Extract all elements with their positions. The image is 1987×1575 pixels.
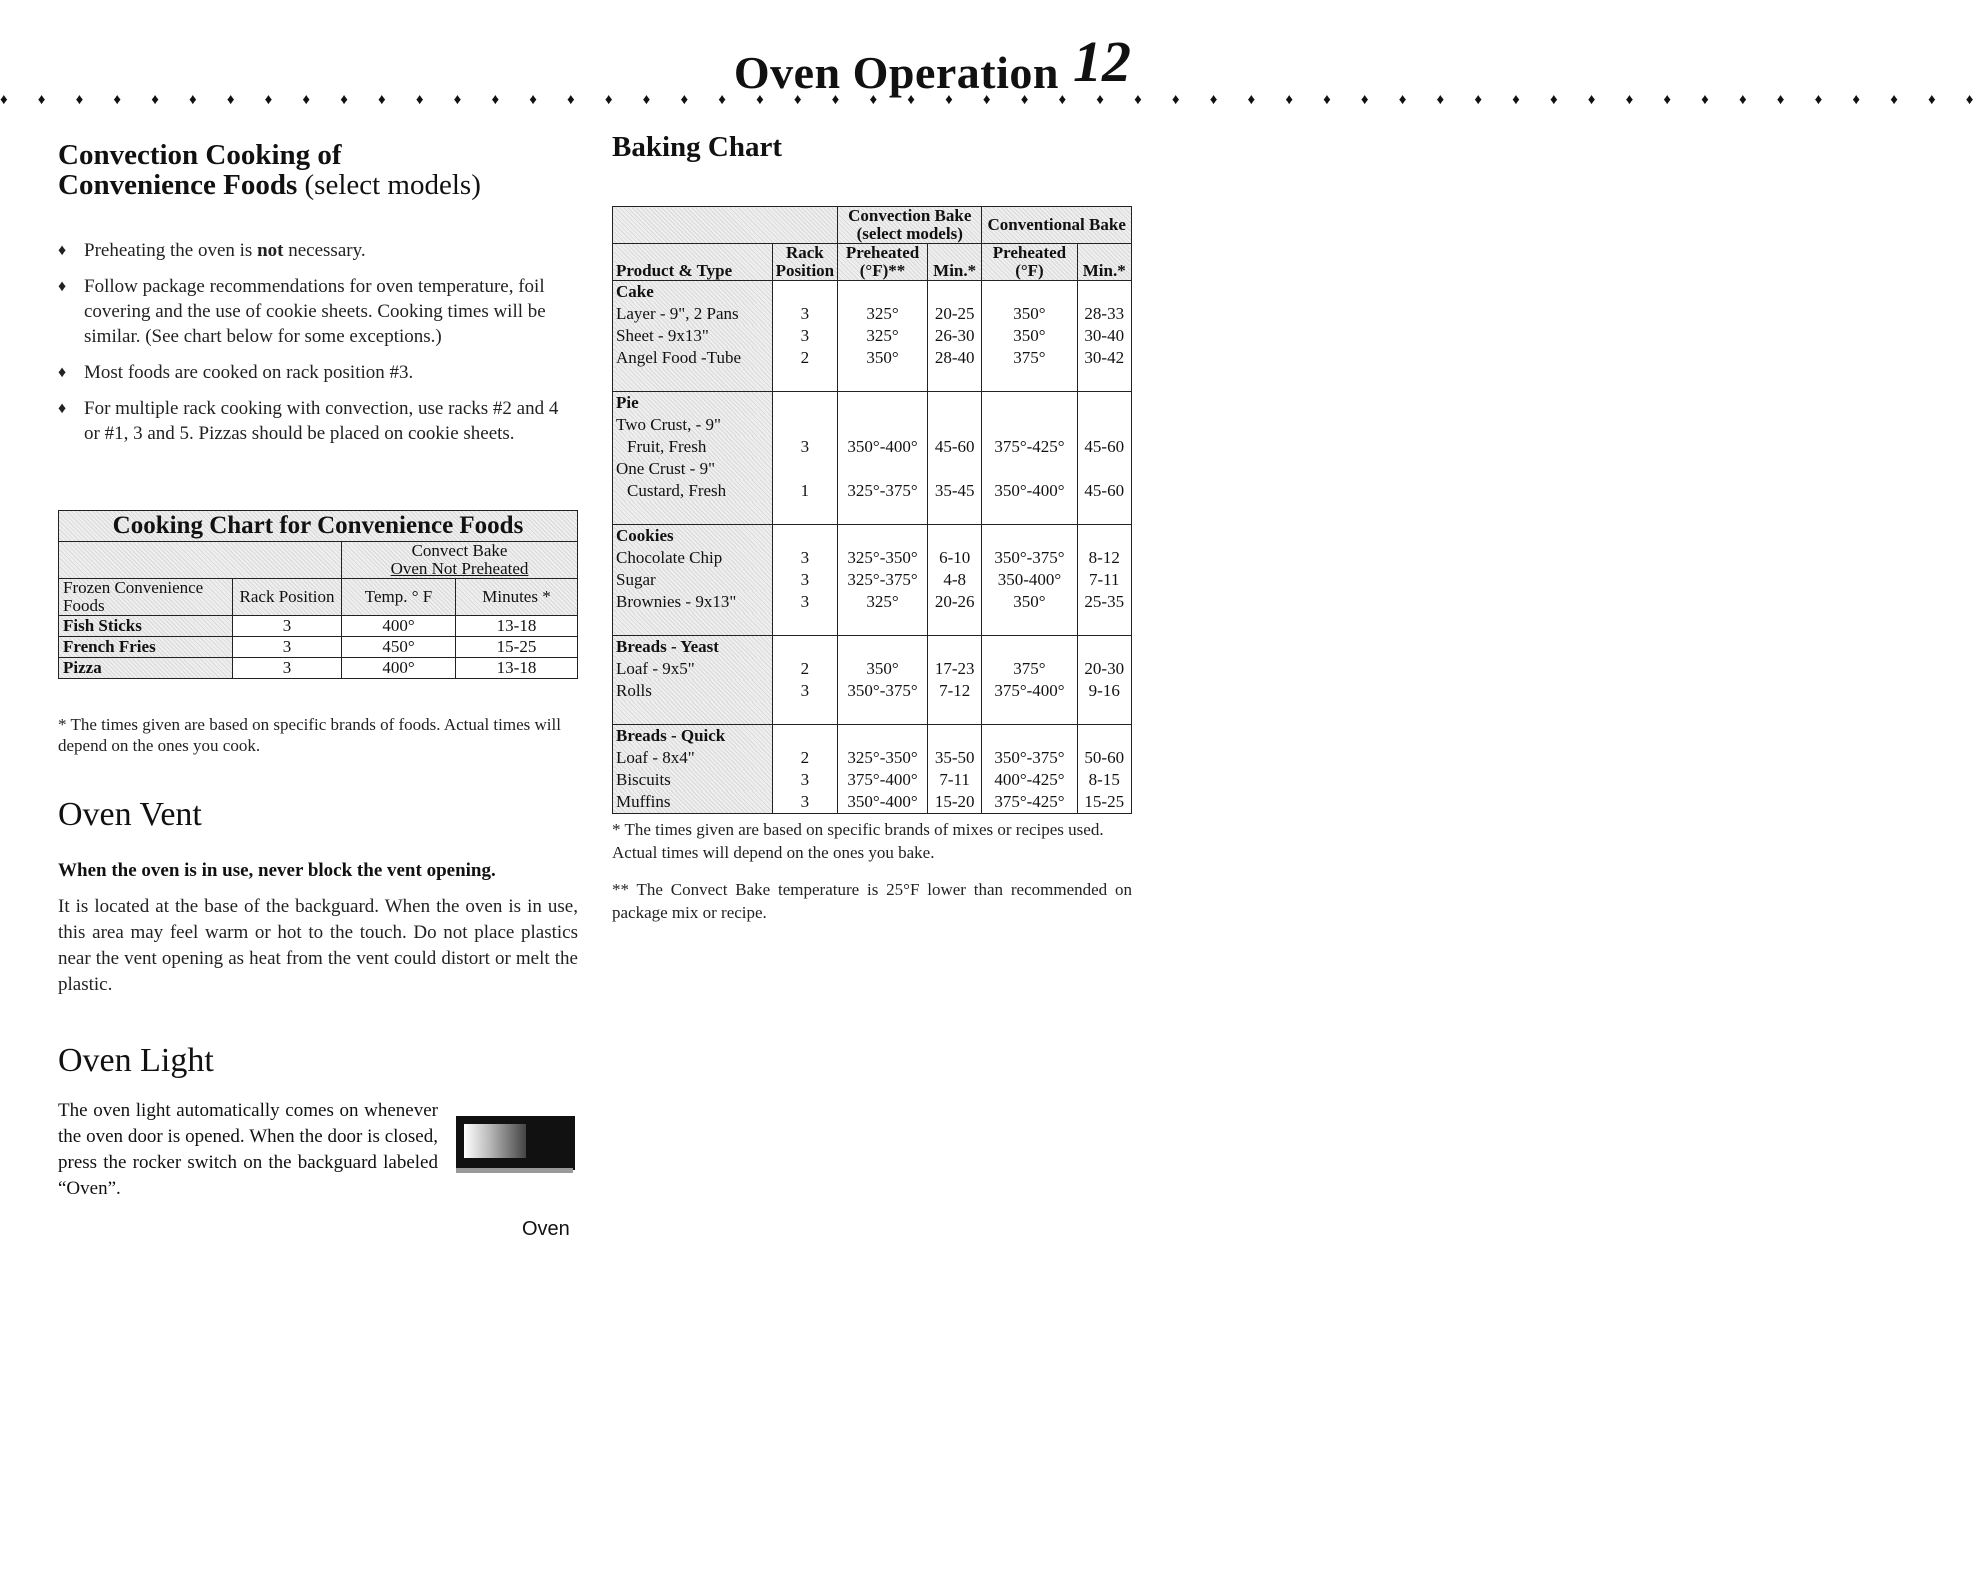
oven-light-heading: Oven Light: [58, 1042, 214, 1079]
col-header-food: Frozen Convenience Foods: [59, 579, 233, 616]
vent-warning: When the oven is in use, never block the vent opening.: [58, 860, 496, 881]
temp-cell: 400°: [342, 658, 456, 679]
conv-min-cell: 35-45: [927, 480, 981, 502]
empty-header-cell: [613, 207, 838, 244]
temp-cell: [982, 458, 1077, 480]
min-cell: 20-30: [1077, 658, 1131, 680]
convenience-foods-chart: [58, 510, 578, 679]
col-header-preheated-conv: Preheated (°F)**: [838, 244, 928, 281]
min-cell: 7-11: [1077, 569, 1131, 591]
rack-cell: 3: [772, 769, 838, 791]
convect-bake-label: Convect Bake: [411, 541, 508, 560]
table-row: [59, 637, 578, 658]
convenience-chart-note: * The times given are based on specific brands of foods. Actual times will depend on the ones you cook.: [58, 715, 561, 755]
rack-cell: [772, 414, 838, 436]
diamond-bullet-icon: ♦: [58, 242, 67, 259]
conv-temp-cell: 375°-400°: [838, 769, 928, 791]
group-label: Breads - Yeast: [613, 636, 773, 659]
conv-temp-cell: 325°: [838, 303, 928, 325]
chart-title: Cooking Chart for Convenience Foods: [59, 511, 578, 542]
conv-min-cell: 45-60: [927, 436, 981, 458]
min-cell: 30-40: [1077, 325, 1131, 347]
table-row: [613, 658, 1132, 680]
rack-cell: 3: [772, 791, 838, 814]
page-title: Oven Operation: [733, 47, 1059, 98]
product-cell: Biscuits: [613, 769, 773, 791]
col-header-preheated: Preheated (°F): [982, 244, 1077, 281]
col-header-rack: Rack Position: [233, 579, 342, 616]
rack-cell: 3: [772, 680, 838, 702]
group-label: Pie: [613, 392, 773, 415]
conv-min-cell: 15-20: [927, 791, 981, 814]
conv-temp-cell: 325°-350°: [838, 547, 928, 569]
table-row: [613, 591, 1132, 613]
table-row: [613, 747, 1132, 769]
temp-cell: 375°-425°: [982, 791, 1077, 814]
product-cell: One Crust - 9": [613, 458, 773, 480]
conv-min-cell: 35-50: [927, 747, 981, 769]
product-cell: Two Crust, - 9": [613, 414, 773, 436]
convenience-heading-line1: Convection Cooking of: [58, 139, 342, 171]
rack-cell: 3: [772, 436, 838, 458]
conv-temp-cell: 350°-400°: [838, 436, 928, 458]
table-row: [613, 414, 1132, 436]
table-row: [613, 547, 1132, 569]
temp-cell: 350°-375°: [982, 747, 1077, 769]
conv-temp-cell: 350°-375°: [838, 680, 928, 702]
table-row: [613, 769, 1132, 791]
conv-min-cell: 20-26: [927, 591, 981, 613]
convect-bake-note: ** The Convect Bake temperature is 25°F lower than recommended on package mix or recipe.: [612, 880, 1132, 922]
product-cell: Muffins: [613, 791, 773, 814]
rack-cell: 3: [772, 569, 838, 591]
bullet-item: [58, 238, 578, 263]
food-cell: Pizza: [59, 658, 233, 679]
product-cell: Loaf - 8x4": [613, 747, 773, 769]
temp-cell: 350-400°: [982, 569, 1077, 591]
rack-cell: [772, 458, 838, 480]
left-column: [58, 139, 578, 1240]
group-label: Breads - Quick: [613, 725, 773, 748]
baking-chart-heading: Baking Chart: [612, 131, 783, 163]
conv-min-cell: 26-30: [927, 325, 981, 347]
product-cell: Rolls: [613, 680, 773, 702]
conv-temp-cell: 350°: [838, 347, 928, 369]
empty-header-cell: [59, 542, 342, 579]
product-cell: Sugar: [613, 569, 773, 591]
product-cell: Layer - 9", 2 Pans: [613, 303, 773, 325]
table-row: [613, 791, 1132, 814]
min-cell: 9-16: [1077, 680, 1131, 702]
diamond-bullet-icon: ♦: [58, 278, 67, 295]
rack-cell: 2: [772, 658, 838, 680]
product-cell: Chocolate Chip: [613, 547, 773, 569]
min-cell: [1077, 458, 1131, 480]
col-header-product: Product & Type: [613, 244, 773, 281]
table-row: [613, 569, 1132, 591]
food-cell: Fish Sticks: [59, 616, 233, 637]
bullet-item: [58, 360, 578, 385]
col-header-rack: Rack Position: [772, 244, 838, 281]
bullet-item: [58, 396, 578, 446]
table-row: [613, 325, 1132, 347]
conv-min-cell: 20-25: [927, 303, 981, 325]
oven-not-preheated-label: Oven Not Preheated: [390, 559, 529, 578]
min-cell: 50-60: [1077, 747, 1131, 769]
min-cell: 45-60: [1077, 436, 1131, 458]
diamond-bullet-icon: ♦: [58, 400, 67, 417]
conv-temp-cell: 325°-350°: [838, 747, 928, 769]
convenience-heading-suffix: (select models): [297, 169, 481, 201]
bullet-text: Preheating the oven is: [84, 240, 258, 261]
bullet-emphasis: not: [257, 240, 284, 261]
minutes-cell: 13-18: [456, 658, 578, 679]
rack-cell: 3: [772, 325, 838, 347]
temp-cell: 375°-425°: [982, 436, 1077, 458]
product-cell: Brownies - 9x13": [613, 591, 773, 613]
col-header-min-conv: Min.*: [927, 244, 981, 281]
bullet-text: For multiple rack cooking with convection, use racks #2 and 4 or #1, 3 and 5. Pizzas should be placed on cookie sheets.: [84, 398, 559, 444]
temp-cell: 350°-375°: [982, 547, 1077, 569]
rack-cell: 3: [772, 591, 838, 613]
conv-min-cell: 7-12: [927, 680, 981, 702]
rack-cell: 3: [233, 616, 342, 637]
conv-min-cell: 17-23: [927, 658, 981, 680]
temp-cell: 375°: [982, 658, 1077, 680]
bullet-text: Most foods are cooked on rack position #3.: [84, 362, 414, 383]
convenience-bullets: [58, 238, 578, 446]
product-cell: Angel Food -Tube: [613, 347, 773, 369]
conv-min-cell: [927, 458, 981, 480]
conv-temp-cell: [838, 414, 928, 436]
conv-min-cell: 6-10: [927, 547, 981, 569]
conv-min-cell: 4-8: [927, 569, 981, 591]
min-cell: [1077, 414, 1131, 436]
vent-body: It is located at the base of the backguard. When the oven is in use, this area may feel warm or hot to the touch. Do not place plastics near the vent opening as heat from the vent could distort or melt the plastic.: [58, 896, 578, 995]
temp-cell: 450°: [342, 637, 456, 658]
conventional-bake-header: Conventional Bake: [982, 207, 1132, 244]
min-cell: 8-15: [1077, 769, 1131, 791]
table-row: [613, 458, 1132, 480]
diamond-divider: ♦ ♦ ♦ ♦ ♦ ♦ ♦ ♦ ♦ ♦ ♦ ♦ ♦ ♦ ♦ ♦ ♦ ♦ ♦ ♦ ♦ ♦ ♦ ♦ ♦ ♦ ♦ ♦ ♦ ♦ ♦ ♦ ♦ ♦ ♦ ♦ ♦ ♦ ♦ ♦ ♦ ♦ ♦ ♦ ♦ ♦ ♦ ♦ ♦ ♦ ♦ ♦ ♦: [0, 92, 1987, 108]
rack-cell: 3: [772, 547, 838, 569]
conv-temp-cell: 350°-400°: [838, 791, 928, 814]
minutes-cell: 15-25: [456, 637, 578, 658]
product-cell: Fruit, Fresh: [613, 436, 773, 458]
minutes-cell: 13-18: [456, 616, 578, 637]
rack-cell: 2: [772, 347, 838, 369]
temp-cell: 375°-400°: [982, 680, 1077, 702]
col-header-temp: Temp. ° F: [342, 579, 456, 616]
min-cell: 28-33: [1077, 303, 1131, 325]
conv-min-cell: [927, 414, 981, 436]
temp-cell: 350°-400°: [982, 480, 1077, 502]
bullet-item: [58, 274, 578, 349]
group-label: Cake: [613, 281, 773, 304]
table-row: [59, 658, 578, 679]
conv-temp-cell: 325°: [838, 591, 928, 613]
conv-temp-cell: 325°-375°: [838, 569, 928, 591]
temp-cell: 375°: [982, 347, 1077, 369]
oven-vent-section: [58, 796, 578, 998]
baking-chart: [612, 206, 1132, 814]
min-cell: 25-35: [1077, 591, 1131, 613]
table-row: [613, 436, 1132, 458]
rocker-switch-icon: [456, 1116, 573, 1170]
convenience-heading: [58, 140, 578, 200]
rack-cell: 3: [233, 637, 342, 658]
rack-cell: 3: [772, 303, 838, 325]
min-cell: 8-12: [1077, 547, 1131, 569]
rack-cell: 2: [772, 747, 838, 769]
min-cell: 15-25: [1077, 791, 1131, 814]
temp-cell: 350°: [982, 591, 1077, 613]
conv-temp-cell: 350°: [838, 658, 928, 680]
table-row: [59, 616, 578, 637]
switch-label: Oven: [522, 1218, 570, 1240]
convenience-heading-line2: Convenience Foods: [58, 169, 298, 201]
conv-min-cell: 28-40: [927, 347, 981, 369]
conv-temp-cell: 325°-375°: [838, 480, 928, 502]
product-cell: Custard, Fresh: [613, 480, 773, 502]
product-cell: Loaf - 9x5": [613, 658, 773, 680]
oven-vent-heading: Oven Vent: [58, 796, 202, 833]
oven-light-body: The oven light automatically comes on whenever the oven door is opened. When the door is closed, press the rocker switch on the backguard labeled “Oven”.: [58, 1100, 438, 1199]
switch-base: [456, 1168, 573, 1173]
table-row: [613, 480, 1132, 502]
rack-cell: 1: [772, 480, 838, 502]
diamond-bullet-icon: ♦: [58, 364, 67, 381]
temp-cell: 350°: [982, 325, 1077, 347]
conv-min-cell: 7-11: [927, 769, 981, 791]
switch-rocker: [464, 1124, 526, 1158]
col-header-min: Min.*: [1077, 244, 1131, 281]
temp-cell: 350°: [982, 303, 1077, 325]
min-cell: 45-60: [1077, 480, 1131, 502]
oven-light-section: [58, 1042, 578, 1240]
table-row: [613, 680, 1132, 702]
temp-cell: 400°-425°: [982, 769, 1077, 791]
right-column: [612, 132, 1132, 924]
conv-temp-cell: 325°: [838, 325, 928, 347]
conv-temp-cell: [838, 458, 928, 480]
table-row: [613, 347, 1132, 369]
food-cell: French Fries: [59, 637, 233, 658]
product-cell: Sheet - 9x13": [613, 325, 773, 347]
convection-bake-header: Convection Bake (select models): [838, 207, 982, 244]
bullet-text: Follow package recommendations for oven temperature, foil covering and the use of cookie sheets. Cooking times will be similar. (See chart below for some exceptions.): [84, 276, 546, 347]
temp-cell: [982, 414, 1077, 436]
page-header: [0, 28, 1987, 118]
bullet-text-end: necessary.: [283, 240, 366, 261]
min-cell: 30-42: [1077, 347, 1131, 369]
col-header-minutes: Minutes *: [456, 579, 578, 616]
group-label: Cookies: [613, 525, 773, 548]
page-number: 12: [1073, 29, 1131, 94]
table-row: [613, 303, 1132, 325]
baking-chart-note: * The times given are based on specific brands of mixes or recipes used. Actual times will depend on the ones you bake.: [612, 820, 1104, 862]
temp-cell: 400°: [342, 616, 456, 637]
rack-cell: 3: [233, 658, 342, 679]
convect-bake-header: [342, 542, 578, 579]
